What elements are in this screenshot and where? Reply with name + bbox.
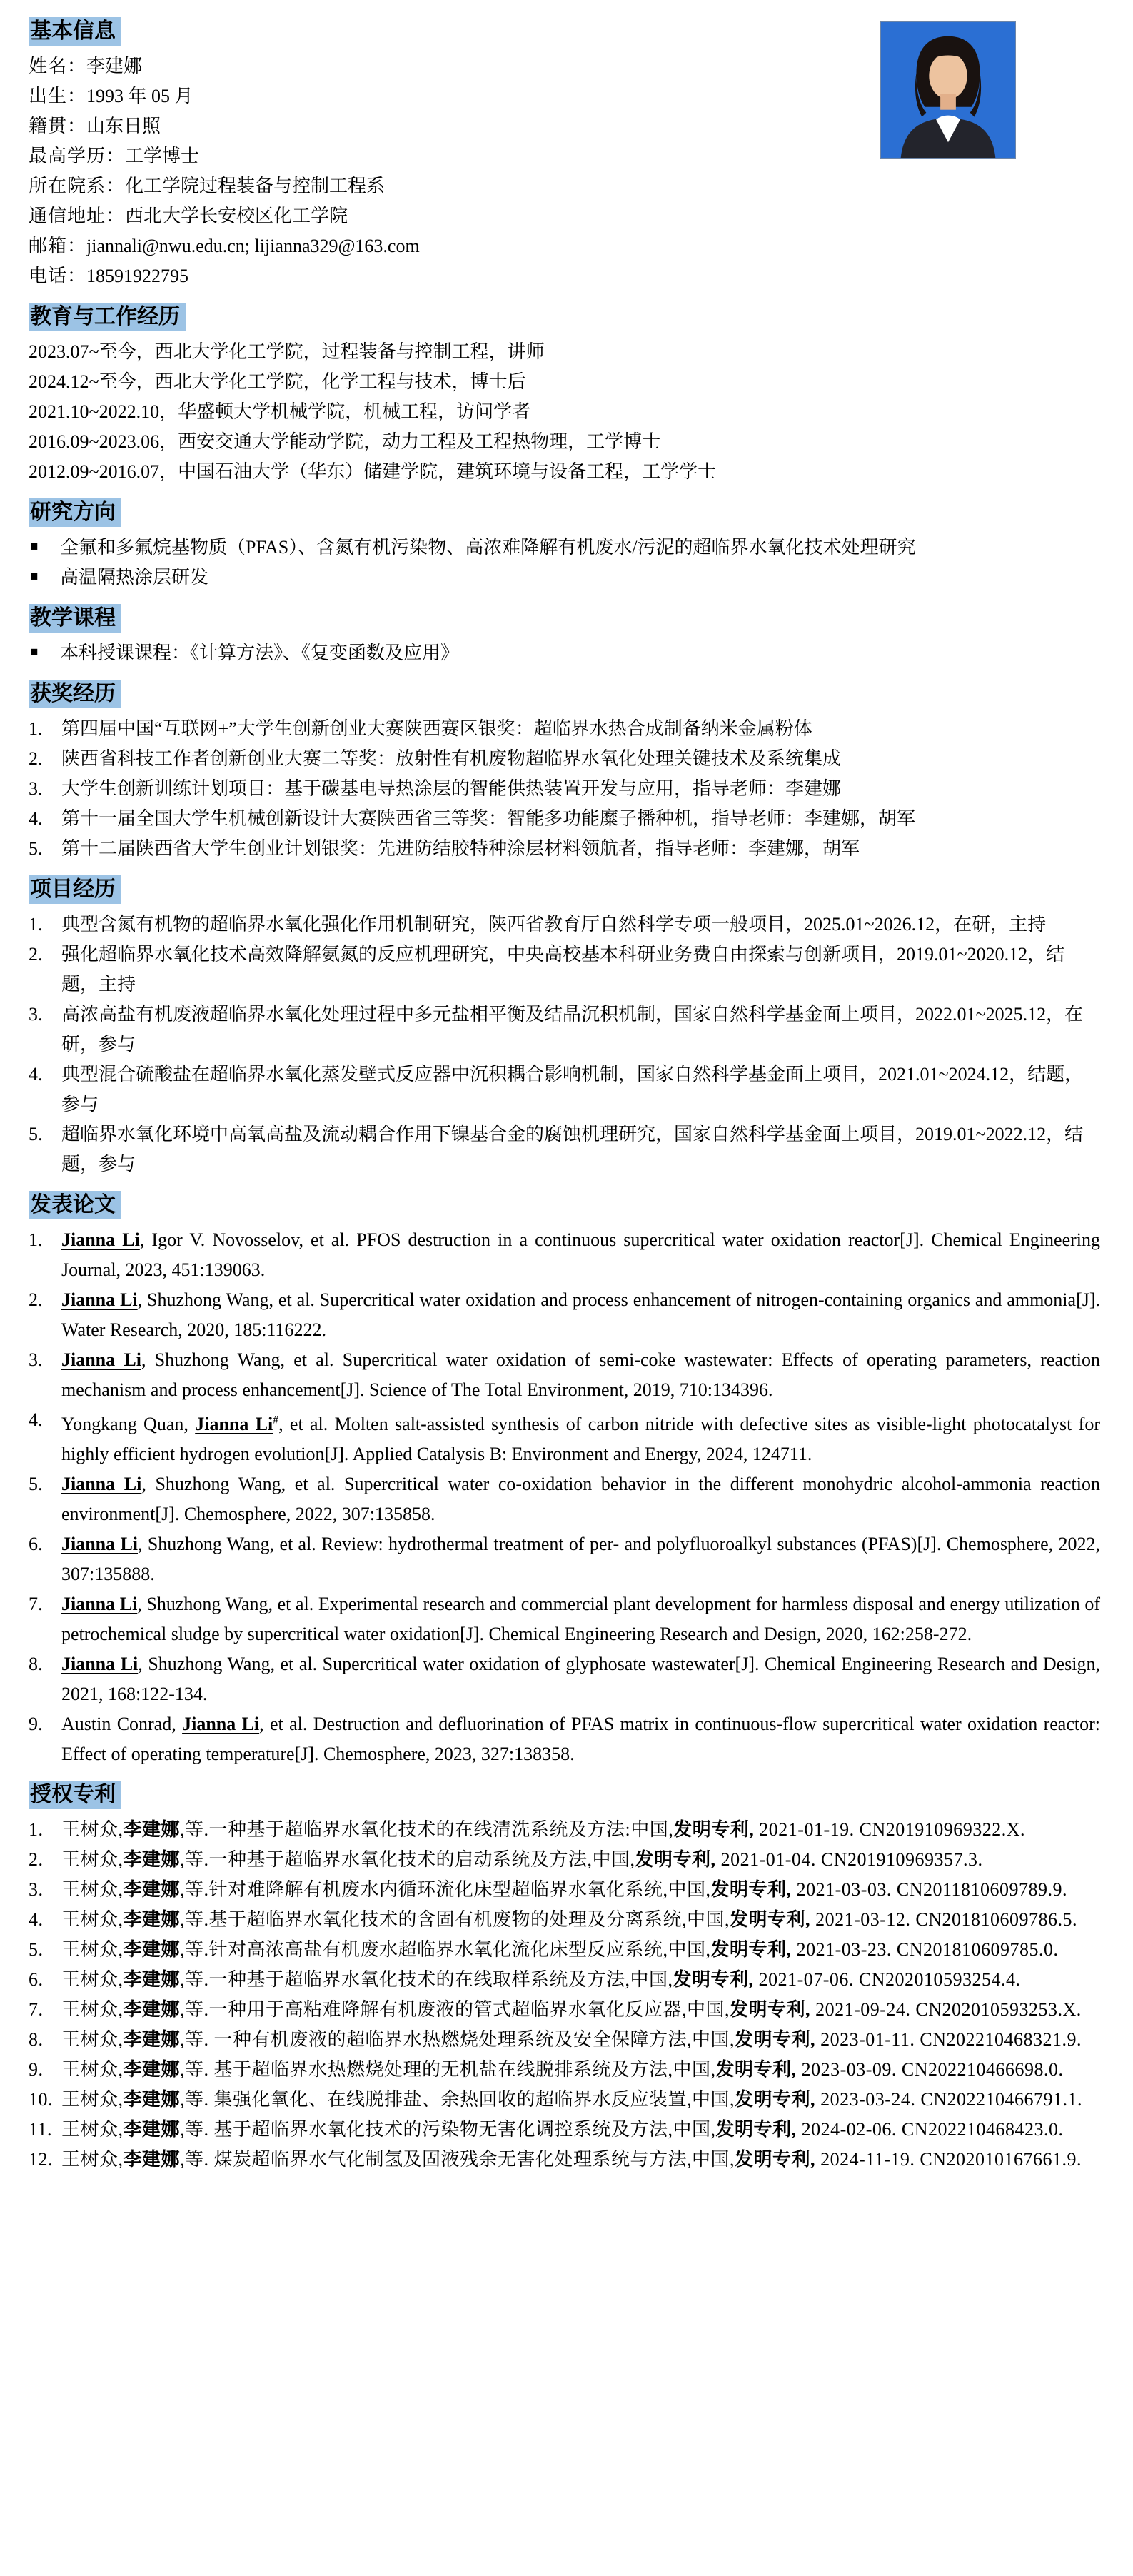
item-number: 9. [29,2058,44,2080]
item-text: 强化超临界水氧化技术高效降解氨氮的反应机理研究，中央高校基本科研业务费自由探索与创新项目，2019.01~2020.12，结题，主持 [61,944,1065,995]
section-research [29,487,1100,593]
item-number: 8. [29,2028,44,2050]
item-number: 2. [29,944,43,965]
field-label: 所在院系： [29,176,126,196]
item-number: 3. [29,1004,43,1025]
education-list [29,337,1100,487]
profile-photo-image [881,22,1015,158]
item-text: 王树众,李建娜,等. 煤炭超临界水气化制氢及固液残余无害化处理系统与方法,中国,发明专利, 2024-11-19. CN202010167661.9. [61,2148,1082,2170]
patent-item [29,2025,1100,2055]
item-number: 2. [29,1289,43,1310]
item-number: 8. [29,1653,43,1674]
publications-list [29,1225,1100,1769]
item-text: Jianna Li, Shuzhong Wang, et al. Supercritical water oxidation and process enhancement of nitrogen-containing organics and ammonia[J]. Water Research, 2020, 185:116222. [61,1289,1101,1340]
item-text: 王树众,李建娜,等.一种基于超临界水氧化技术的启动系统及方法,中国,发明专利, 2021-01-04. CN201910969357.3. [61,1848,983,1870]
item-number: 5. [29,838,43,859]
section-publications [29,1179,1100,1769]
item-number: 1. [29,718,43,739]
patent-item [29,2115,1100,2145]
field-label: 邮箱： [29,236,87,256]
section-awards [29,668,1100,864]
item-text: 全氟和多氟烷基物质（PFAS）、含氮有机污染物、高浓难降解有机废水/污泥的超临界水氧化技术处理研究 [60,537,916,558]
item-number: 4. [29,1908,44,1930]
item-text: 王树众,李建娜,等.基于超临界水氧化技术的含固有机废物的处理及分离系统,中国,发明专利, 2021-03-12. CN201810609786.5. [61,1908,1077,1930]
teaching-item [29,638,1100,668]
project-item [29,940,1100,1000]
item-text: 第十一届全国大学生机械创新设计大赛陕西省三等奖：智能多功能糜子播种机，指导老师：李建娜，胡军 [61,808,916,829]
field-label: 最高学历： [29,146,126,166]
item-number: 2. [29,748,43,769]
patent-item [29,1875,1100,1905]
item-number: 7. [29,1593,43,1614]
publication-item [29,1709,1100,1769]
section-education [29,291,1100,487]
bullet-marker: ■ [30,539,39,554]
research-item [29,563,1100,593]
research-item [29,533,1100,563]
section-title-teaching: 教学课程 [29,604,121,633]
item-text: 王树众,李建娜,等. 基于超临界水热燃烧处理的无机盐在线脱排系统及方法,中国,发明专利, 2023-03-09. CN202210466698.0. [61,2058,1064,2080]
award-item [29,744,1100,774]
project-item [29,1000,1100,1060]
item-number: 3. [29,1349,43,1370]
patent-item [29,2055,1100,2085]
section-title-awards: 获奖经历 [29,680,121,708]
item-text: 第十二届陕西省大学生创业计划银奖：先进防结胶特种涂层材料领航者，指导老师：李建娜，胡军 [61,838,860,859]
patent-item [29,1995,1100,2025]
item-text: 高温隔热涂层研发 [60,567,209,588]
awards-list [29,714,1100,864]
project-item [29,1120,1100,1179]
item-text: Jianna Li, Shuzhong Wang, et al. Supercritical water co-oxidation behavior in the different monohydric alcohol-ammonia reaction environment[J]. Chemosphere, 2022, 307:135858. [61,1473,1100,1524]
patents-list [29,1815,1100,2175]
publication-item [29,1225,1100,1285]
item-number: 4. [29,808,43,829]
item-text: Austin Conrad, Jianna Li, et al. Destruction and defluorination of PFAS matrix in continuous-flow supercritical water oxidation reactor: Effect of operating temperature[J]. Chemosphere, 2023, 327:138358. [61,1713,1100,1764]
item-text: Jianna Li, Shuzhong Wang, et al. Review: hydrothermal treatment of per- and polyfluoroalkyl substances (PFAS)[J]. Chemosphere, 2022, 307:135888. [61,1533,1100,1584]
basic-info-field [29,231,1100,261]
field-value: 工学博士 [125,146,200,166]
award-item [29,804,1100,834]
patent-item [29,1905,1100,1935]
item-text: 本科授课课程：《计算方法》、《复变函数及应用》 [60,643,460,663]
section-title-publications: 发表论文 [29,1191,121,1219]
research-list [29,533,1100,593]
section-projects [29,864,1100,1179]
item-text: Yongkang Quan, Jianna Li#, et al. Molten salt-assisted synthesis of carbon nitride with defective sites as visible-light photocatalyst for highly efficient hydrogen evolution[J]. Applied Catalysis B: Environment and Energy, 2024, 124711. [61,1413,1100,1464]
section-teaching [29,593,1100,668]
item-number: 1. [29,914,43,935]
publication-item [29,1649,1100,1709]
publication-item [29,1589,1100,1649]
item-text: 王树众,李建娜,等.一种用于高粘难降解有机废液的管式超临界水氧化反应器,中国,发明专利, 2021-09-24. CN202010593253.X. [61,1998,1082,2020]
item-number: 12. [29,2148,53,2170]
profile-photo [880,21,1016,159]
item-number: 4. [29,1409,43,1430]
item-number: 1. [29,1818,44,1840]
field-label: 通信地址： [29,206,126,226]
field-value: 西北大学长安校区化工学院 [125,206,348,226]
basic-info-field [29,201,1100,231]
basic-info-field [29,261,1100,291]
item-number: 10. [29,2088,53,2110]
patent-item [29,1815,1100,1845]
patent-item [29,1845,1100,1875]
field-label: 籍贯： [29,116,87,136]
section-title-research: 研究方向 [29,498,121,527]
item-text: 大学生创新训练计划项目：基于碳基电导热涂层的智能供热装置开发与应用，指导老师：李建娜 [61,778,842,799]
item-number: 5. [29,1124,43,1144]
field-label: 出生： [29,86,87,106]
item-number: 6. [29,1533,43,1554]
item-number: 9. [29,1713,43,1734]
project-item [29,1060,1100,1120]
item-number: 3. [29,1878,44,1900]
award-item [29,834,1100,864]
publication-item [29,1345,1100,1405]
item-number: 6. [29,1968,44,1990]
publication-item [29,1285,1100,1345]
field-label: 电话： [29,266,87,286]
item-text: 王树众,李建娜,等.针对难降解有机废水内循环流化床型超临界水氧化系统,中国,发明专利, 2021-03-03. CN2011810609789.9. [61,1878,1068,1900]
item-number: 4. [29,1064,43,1085]
projects-list [29,910,1100,1179]
section-title-education: 教育与工作经历 [29,303,186,331]
section-title-basic-info: 基本信息 [29,17,121,46]
item-text: 第四届中国“互联网+”大学生创新创业大赛陕西赛区银奖：超临界水热合成制备纳米金属粉体 [61,718,812,739]
item-number: 11. [29,2118,53,2140]
patent-item [29,1965,1100,1995]
item-text: 典型混合硫酸盐在超临界水氧化蒸发壁式反应器中沉积耦合影响机制，国家自然科学基金面上项目，2021.01~2024.12，结题，参与 [61,1064,1084,1115]
field-value: 山东日照 [86,116,161,136]
field-value: 18591922795 [86,266,189,286]
education-item: 2016.09~2023.06，西安交通大学能动学院，动力工程及工程热物理，工学博士 [29,431,661,452]
section-title-patents: 授权专利 [29,1781,121,1809]
publication-item [29,1469,1100,1529]
publication-item [29,1529,1100,1589]
education-item: 2023.07~至今，西北大学化工学院，过程装备与控制工程，讲师 [29,341,545,362]
bullet-marker: ■ [30,569,39,584]
item-text: 王树众,李建娜,等.一种基于超临界水氧化技术的在线取样系统及方法,中国,发明专利, 2021-07-06. CN202010593254.4. [61,1968,1021,1990]
field-value: 李建娜 [86,56,143,76]
item-text: Jianna Li, Shuzhong Wang, et al. Experimental research and commercial plant development for harmless disposal and energy utilization of petrochemical sludge by supercritical water oxidation[J]. Chemical Engineering Research and Design, 2020, 162:258-272. [61,1593,1100,1644]
award-item [29,714,1100,744]
field-value: 1993 年 05 月 [86,86,193,106]
item-number: 5. [29,1473,43,1494]
publication-item [29,1405,1100,1469]
item-text: 典型含氮有机物的超临界水氧化强化作用机制研究，陕西省教育厅自然科学专项一般项目，2025.01~2026.12，在研，主持 [61,914,1047,935]
item-text: 超临界水氧化环境中高氧高盐及流动耦合作用下镍基合金的腐蚀机理研究，国家自然科学基金面上项目，2019.01~2022.12，结题，参与 [61,1124,1084,1174]
patent-item [29,1935,1100,1965]
item-text: Jianna Li, Shuzhong Wang, et al. Supercritical water oxidation of glyphosate wastewater[J]. Chemical Engineering Research and Design, 2021, 168:122-134. [61,1653,1100,1704]
project-item [29,910,1100,940]
patent-item [29,2145,1100,2175]
item-text: 王树众,李建娜,等.一种基于超临界水氧化技术的在线清洗系统及方法:中国,发明专利, 2021-01-19. CN201910969322.X. [61,1818,1025,1840]
item-number: 2. [29,1848,44,1870]
section-title-projects: 项目经历 [29,875,121,904]
basic-info-field [29,171,1100,201]
education-item: 2012.09~2016.07，中国石油大学（华东）储建学院，建筑环境与设备工程，工学学士 [29,461,717,482]
section-patents [29,1769,1100,2175]
bullet-marker: ■ [30,645,39,660]
field-label: 姓名： [29,56,87,76]
item-number: 1. [29,1229,43,1250]
item-text: Jianna Li, Igor V. Novosselov, et al. PFOS destruction in a continuous supercritical water oxidation reactor[J]. Chemical Engineering Journal, 2023, 451:139063. [61,1229,1100,1280]
award-item [29,774,1100,804]
item-text: Jianna Li, Shuzhong Wang, et al. Supercritical water oxidation of semi-coke wastewater: Effects of operating parameters, reaction mechanism and process enhancement[J]. Science of The Total Environment, 2019, 710:134396. [61,1349,1100,1400]
item-number: 3. [29,778,43,799]
item-text: 陕西省科技工作者创新创业大赛二等奖：放射性有机废物超临界水氧化处理关键技术及系统集成 [61,748,842,769]
item-text: 王树众,李建娜,等. 集强化氧化、在线脱排盐、余热回收的超临界水反应装置,中国,发明专利, 2023-03-24. CN202210466791.1. [61,2088,1082,2110]
item-text: 王树众,李建娜,等. 基于超临界水氧化技术的污染物无害化调控系统及方法,中国,发明专利, 2024-02-06. CN202210468423.0. [61,2118,1064,2140]
teaching-list [29,638,1100,668]
item-number: 7. [29,1998,44,2020]
item-text: 王树众,李建娜,等. 一种有机废液的超临界水热燃烧处理系统及安全保障方法,中国,发明专利, 2023-01-11. CN202210468321.9. [61,2028,1082,2050]
item-text: 高浓高盐有机废液超临界水氧化处理过程中多元盐相平衡及结晶沉积机制，国家自然科学基金面上项目，2022.01~2025.12，在研，参与 [61,1004,1084,1055]
education-item: 2024.12~至今，西北大学化工学院，化学工程与技术，博士后 [29,371,526,392]
field-value: jiannali@nwu.edu.cn; lijianna329@163.com [86,236,420,256]
item-number: 5. [29,1938,44,1960]
education-item: 2021.10~2022.10，华盛顿大学机械学院，机械工程，访问学者 [29,401,531,422]
item-text: 王树众,李建娜,等.针对高浓高盐有机废水超临界水氧化流化床型反应系统,中国,发明专利, 2021-03-23. CN201810609785.0. [61,1938,1059,1960]
field-value: 化工学院过程装备与控制工程系 [125,176,386,196]
patent-item [29,2085,1100,2115]
